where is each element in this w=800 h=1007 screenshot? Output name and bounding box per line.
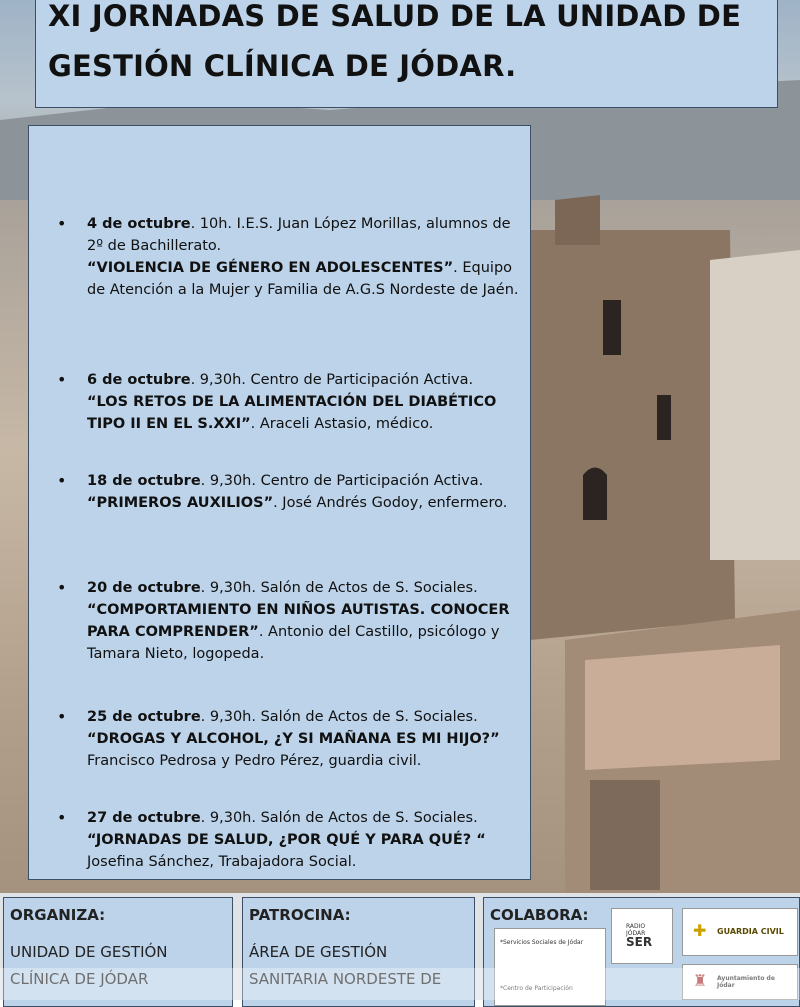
program-item	[57, 807, 527, 873]
item-speaker: . Equipo de Atención a la Mujer y Familia de A.G.S Nordeste de Jaén.	[87, 260, 519, 298]
page-title	[48, 0, 763, 91]
item-speaker: . Antonio del Castillo, psicólogo y Tamara Nieto, logopeda.	[87, 624, 500, 662]
title-box	[35, 0, 778, 108]
item-date: 27 de octubre	[87, 810, 201, 826]
item-speaker: Josefina Sánchez, Trabajadora Social.	[87, 854, 357, 870]
item-details: . 9,30h. Salón de Actos de S. Sociales.	[200, 810, 478, 826]
item-date: 4 de octubre	[87, 216, 191, 232]
program-item	[57, 470, 527, 514]
program-item	[57, 706, 527, 772]
patrocina-line-1: ÁREA DE GESTIÓN	[249, 943, 388, 961]
title-line-1: XI JORNADAS DE SALUD DE LA UNIDAD DE	[48, 0, 742, 33]
radio-text: RADIO JÓDAR	[626, 923, 646, 937]
guardia-civil-text: GUARDIA CIVIL	[717, 927, 784, 936]
radio-brand: SER	[626, 935, 653, 949]
item-date: 20 de octubre	[87, 580, 201, 596]
program-item	[57, 577, 527, 665]
bottom-overlay	[0, 968, 800, 1000]
bullet-icon: •	[57, 471, 67, 490]
patrocina-line-2: SANITARIA NORDESTE DE	[249, 970, 442, 988]
bullet-icon: •	[57, 578, 67, 597]
servicios-text: *Servicios Sociales de Jódar	[500, 939, 584, 946]
radio-jodar-logo	[611, 908, 673, 964]
item-talk: “PRIMEROS AUXILIOS”	[87, 495, 274, 511]
title-line-2: GESTIÓN CLÍNICA DE JÓDAR.	[48, 49, 517, 83]
coat-of-arms-icon: ♜	[693, 971, 708, 990]
organiza-line-1: UNIDAD DE GESTIÓN	[10, 943, 168, 961]
bullet-icon: •	[57, 808, 67, 827]
item-talk: “LOS RETOS DE LA ALIMENTACIÓN DEL DIABÉTICO TIPO II EN EL S.XXI”	[87, 394, 497, 432]
organiza-line-2: CLÍNICA DE JÓDAR	[10, 970, 149, 988]
item-details: . 9,30h. Salón de Actos de S. Sociales.	[200, 709, 478, 725]
item-details: . 9,30h. Centro de Participación Activa.	[200, 473, 484, 489]
centro-text: *Centro de Participación	[500, 985, 573, 992]
bullet-icon: •	[57, 214, 67, 233]
organiza-label: ORGANIZA:	[10, 906, 106, 924]
program-item	[57, 369, 527, 435]
bullet-icon: •	[57, 707, 67, 726]
item-details: . 9,30h. Salón de Actos de S. Sociales.	[200, 580, 478, 596]
guardia-civil-icon: ✚	[693, 921, 707, 940]
patrocina-label: PATROCINA:	[249, 906, 351, 924]
bullet-icon: •	[57, 370, 67, 389]
item-speaker: Francisco Pedrosa y Pedro Pérez, guardia civil.	[87, 753, 422, 769]
item-talk: “VIOLENCIA DE GÉNERO EN ADOLESCENTES”	[87, 260, 454, 276]
ayuntamiento-text: Ayuntamiento de Jódar	[717, 975, 775, 989]
item-talk: “COMPORTAMIENTO EN NIÑOS AUTISTAS. CONOCER PARA COMPRENDER”	[87, 602, 510, 640]
colabora-label: COLABORA:	[490, 906, 589, 924]
item-date: 18 de octubre	[87, 473, 201, 489]
item-details: . 9,30h. Centro de Participación Activa.	[190, 372, 474, 388]
item-talk: “JORNADAS DE SALUD, ¿POR QUÉ Y PARA QUÉ? “	[87, 832, 486, 848]
item-date: 25 de octubre	[87, 709, 201, 725]
item-talk: “DROGAS Y ALCOHOL, ¿Y SI MAÑANA ES MI HIJO?”	[87, 731, 500, 747]
item-details: . 10h. I.E.S. Juan López Morillas, alumnos de 2º de Bachillerato.	[87, 216, 511, 254]
item-speaker: . José Andrés Godoy, enfermero.	[273, 495, 508, 511]
program-panel	[28, 125, 531, 880]
program-item	[57, 213, 527, 301]
item-date: 6 de octubre	[87, 372, 191, 388]
item-speaker: . Araceli Astasio, médico.	[250, 416, 434, 432]
guardia-civil-logo	[682, 908, 798, 956]
